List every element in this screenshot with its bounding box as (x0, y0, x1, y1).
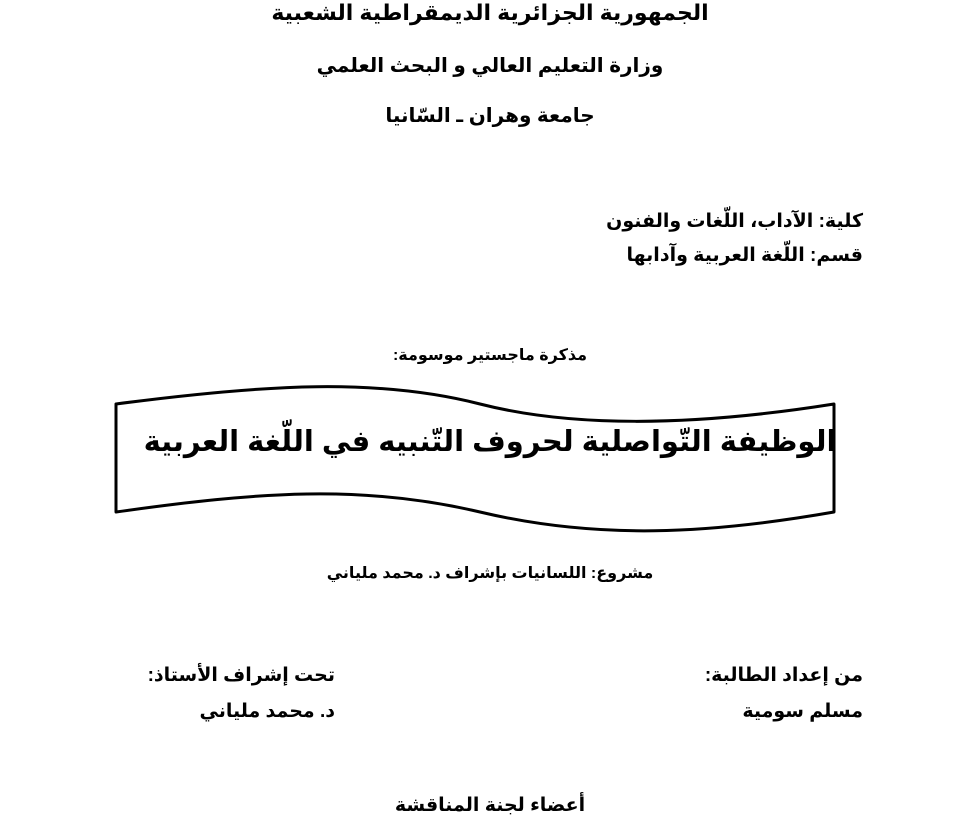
student-name: مسلم سومية (742, 701, 863, 722)
banner-outline (116, 387, 834, 531)
republic-heading: الجمهورية الجزائرية الديمقراطية الشعبية (271, 0, 709, 25)
ministry-heading: وزارة التعليم العالي و البحث العلمي (316, 55, 664, 77)
supervisor-name: د. محمد ملياني (199, 701, 335, 722)
prepared-by-label: من إعداد الطالبة: (704, 665, 863, 686)
university-heading: جامعة وهران ـ السّانيا (385, 105, 595, 127)
committee-heading-partial: أعضاء لجنة المناقشة (394, 795, 586, 816)
project-line: مشروع: اللسانيات بإشراف د. محمد ملياني (326, 565, 654, 582)
memo-label: مذكرة ماجستير موسومة: (392, 347, 588, 364)
faculty-label: كلية: الآداب، اللّغات والفنون (606, 211, 863, 232)
department-label: قسم: اللّغة العربية وآدابها (626, 245, 863, 266)
title-banner (108, 380, 842, 536)
thesis-title: الوظيفة التّواصلية لحروف التّنبيه في اللّغة العربية (143, 426, 837, 458)
supervision-label: تحت إشراف الأستاذ: (147, 665, 335, 686)
